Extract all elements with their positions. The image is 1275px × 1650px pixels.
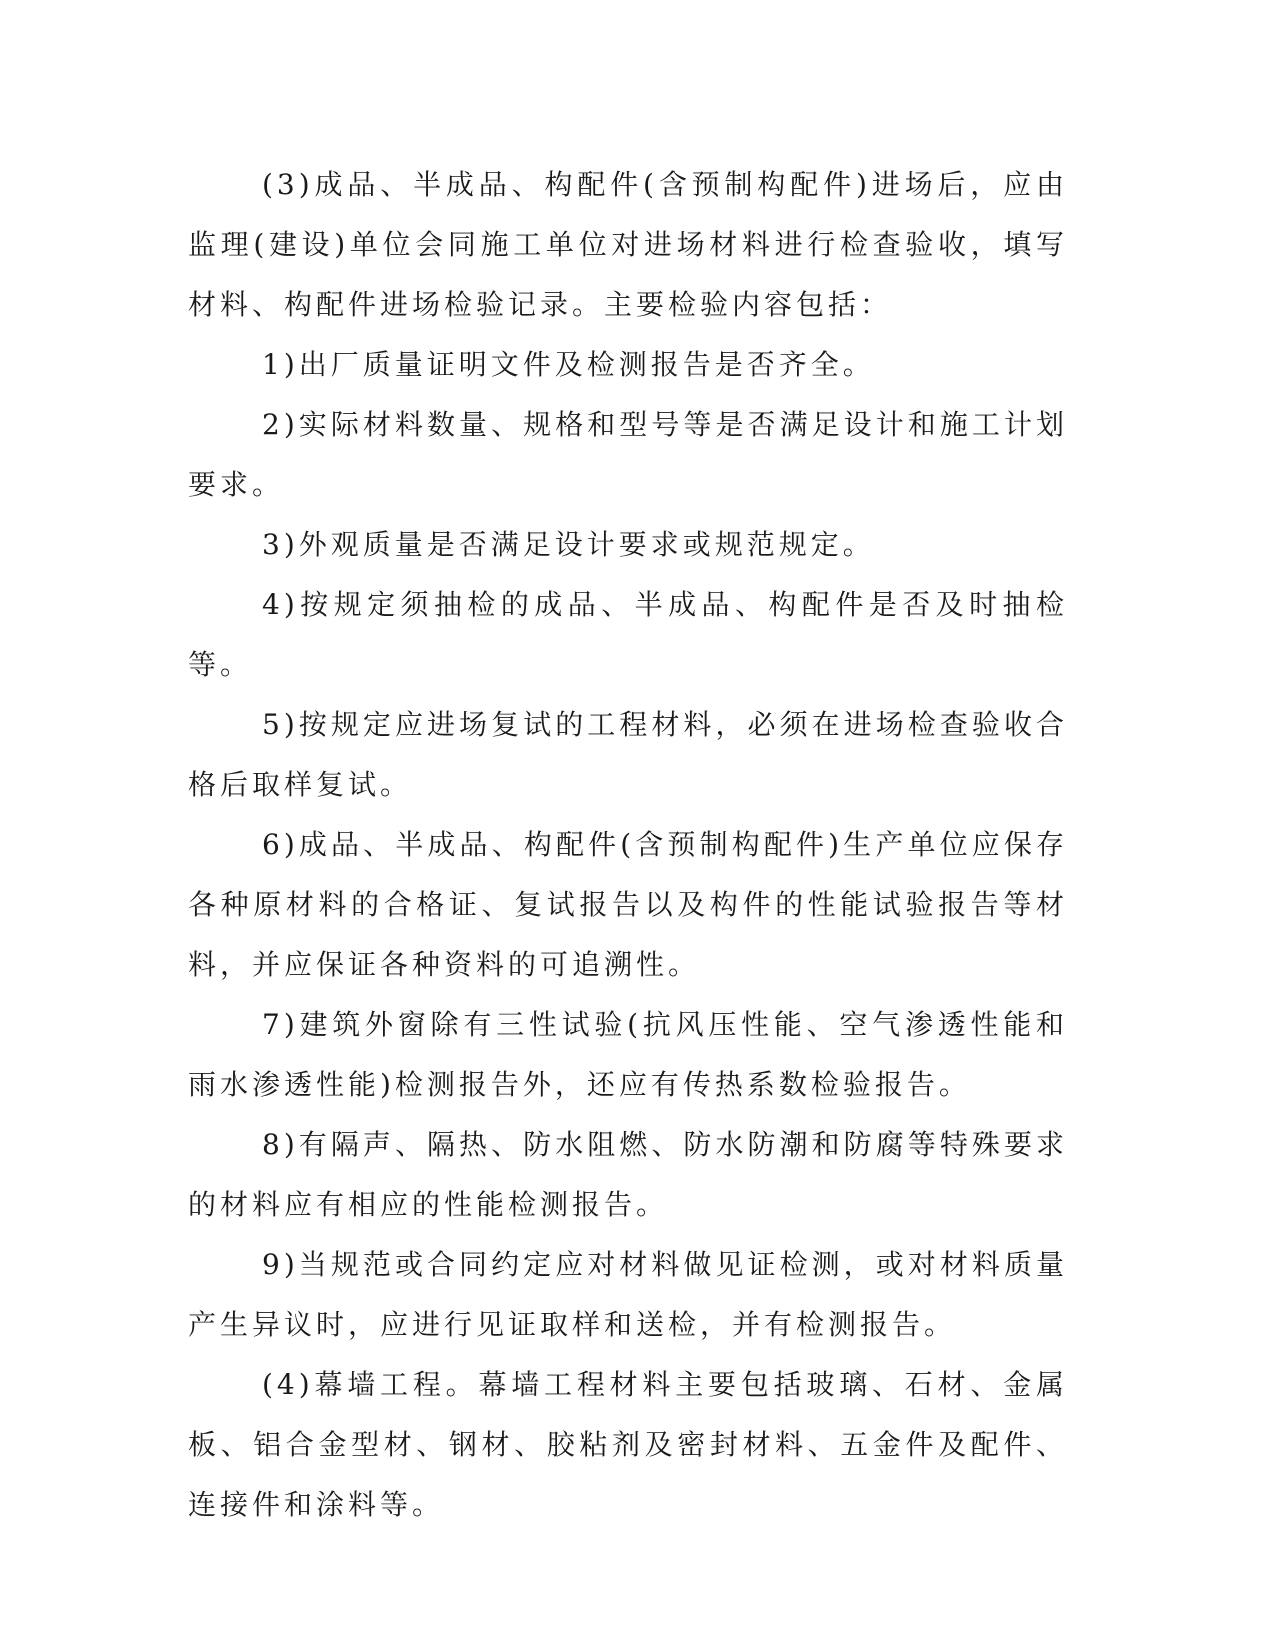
- paragraph-item-8: 8)有隔声、隔热、防水阻燃、防水防潮和防腐等特殊要求的材料应有相应的性能检测报告。: [188, 1128, 1068, 1221]
- paragraph-item-6: 6)成品、半成品、构配件(含预制构配件)生产单位应保存各种原材料的合格证、复试报告以及构件的性能试验报告等材料，并应保证各种资料的可追溯性。: [188, 828, 1068, 981]
- paragraph-3-incoming-inspection: (3)成品、半成品、构配件(含预制构配件)进场后，应由监理(建设)单位会同施工单位对进场材料进行检查验收，填写材料、构配件进场检验记录。主要检验内容包括：: [188, 168, 1068, 321]
- document-body: [188, 155, 1068, 1535]
- paragraph-item-5: 5)按规定应进场复试的工程材料，必须在进场检查验收合格后取样复试。: [188, 708, 1068, 801]
- paragraph-item-4: 4)按规定须抽检的成品、半成品、构配件是否及时抽检等。: [188, 588, 1068, 681]
- paragraph-item-3: 3)外观质量是否满足设计要求或规范规定。: [262, 528, 875, 561]
- paragraph-item-9: 9)当规范或合同约定应对材料做见证检测，或对材料质量产生异议时，应进行见证取样和送检，并有检测报告。: [188, 1248, 1068, 1341]
- paragraph-item-7: 7)建筑外窗除有三性试验(抗风压性能、空气渗透性能和雨水渗透性能)检测报告外，还应有传热系数检验报告。: [188, 1008, 1068, 1101]
- paragraph-item-2: 2)实际材料数量、规格和型号等是否满足设计和施工计划要求。: [188, 408, 1068, 501]
- paragraph-item-1: 1)出厂质量证明文件及检测报告是否齐全。: [262, 348, 875, 381]
- paragraph-4-curtain-wall: (4)幕墙工程。幕墙工程材料主要包括玻璃、石材、金属板、铝合金型材、钢材、胶粘剂及密封材料、五金件及配件、连接件和涂料等。: [188, 1368, 1068, 1521]
